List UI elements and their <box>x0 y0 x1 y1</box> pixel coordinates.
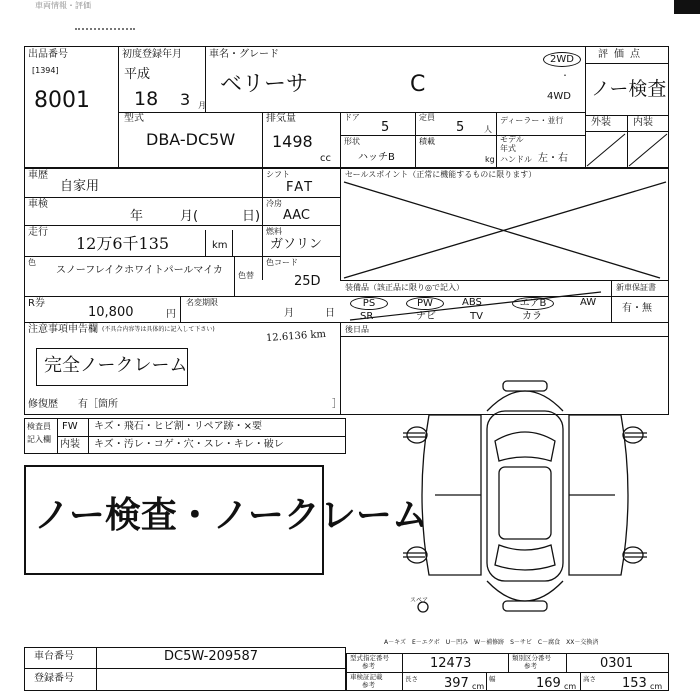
equip-ps: PS <box>350 297 388 310</box>
width-value: 169 <box>536 676 561 691</box>
divider <box>24 322 669 323</box>
defects-label1: 検査員 <box>27 422 51 431</box>
mileage-label: 走行 <box>28 227 48 238</box>
divider <box>88 418 89 454</box>
recycle-unit: 円 <box>166 309 176 320</box>
width-unit: cm <box>564 682 577 691</box>
deadline-day: 日 <box>325 308 335 319</box>
repair-label: 修復歴 <box>28 399 58 410</box>
defects-int-label: 内装 <box>60 439 80 450</box>
type-designation-label: 型式指定番号 <box>350 654 389 662</box>
corner-mark <box>674 0 700 14</box>
lot-label: 出品番号 <box>28 49 68 60</box>
spare-label: スペア <box>410 597 429 604</box>
equip-sr: SR <box>360 311 374 322</box>
car-name-label: 車名・グレード <box>209 49 279 60</box>
type-designation-sub: 参考 <box>362 662 375 670</box>
sales-point-label: セールスポイント（正常に機能するものに限ります） <box>345 170 537 179</box>
aftermarket-label: 後日品 <box>345 325 369 334</box>
equipment-label: 装備品（該正品に限り◎で記入） <box>345 283 464 292</box>
color-value: スノーフレイクホワイトパールマイカ <box>56 265 223 276</box>
divider <box>611 280 612 322</box>
shift-label: シフト <box>266 170 290 179</box>
divider <box>57 418 58 454</box>
divider <box>24 197 340 198</box>
height-unit: cm <box>650 682 663 691</box>
equipment-strike <box>345 290 610 322</box>
equip-airbag: エアB <box>512 297 554 310</box>
color-code-label: 色コード <box>266 258 298 267</box>
divider <box>24 256 340 257</box>
width-label: 幅 <box>489 675 496 683</box>
displacement-value: 1498 <box>272 132 313 151</box>
divider <box>486 672 487 691</box>
first-reg-era: 平成 <box>124 67 151 82</box>
inspection-label: 車検 <box>28 199 48 210</box>
capacity-value: 5 <box>456 120 465 135</box>
model-label: 型式 <box>124 113 144 124</box>
divider <box>234 256 235 296</box>
dims-label: 車検証記載 <box>350 673 383 681</box>
lot-sub: [1394] <box>32 66 59 75</box>
chassis-value: DC5W-209587 <box>164 649 259 664</box>
chassis-label: 車台番号 <box>34 651 74 662</box>
equip-color: カラ <box>522 311 542 322</box>
height-label: 高さ <box>583 675 596 683</box>
divider <box>340 280 669 281</box>
divider <box>24 668 346 669</box>
color-code-value: 25D <box>294 274 321 289</box>
divider <box>340 336 669 337</box>
length-label: 長さ <box>405 675 418 683</box>
shape-value: ハッチB <box>358 152 395 163</box>
shift-value: FAT <box>286 180 315 195</box>
divider <box>232 230 233 256</box>
equip-abs: ABS <box>462 297 482 308</box>
cooling-value: AAC <box>283 208 310 223</box>
divider <box>566 653 567 672</box>
doors-value: 5 <box>381 120 390 135</box>
type-designation-value: 12473 <box>430 656 472 671</box>
notes-label: 注意事項申告欄 <box>28 324 98 335</box>
drive-4wd: 4WD <box>547 91 571 102</box>
displacement-unit: cc <box>320 153 331 164</box>
new-warranty-label: 新車保証書 <box>616 283 656 292</box>
drive-dot: ・ <box>561 71 569 80</box>
exterior-label: 外装 <box>591 117 611 128</box>
divider <box>496 112 497 168</box>
defects-fw-label: FW <box>62 421 78 432</box>
big-note: ノー検査・ノークレーム <box>34 494 428 536</box>
load-label: 積載 <box>419 137 435 146</box>
dims-sub: 参考 <box>362 681 375 689</box>
divider <box>96 647 97 691</box>
registration-label: 登録番号 <box>34 673 74 684</box>
fuel-value: ガソリン <box>270 237 323 252</box>
deadline-month: 月 <box>284 308 294 319</box>
divider <box>118 46 119 168</box>
defects-fw: キズ・飛石・ヒビ割・リペア跡・×要 <box>94 421 262 432</box>
inspection-year: 年 <box>130 209 144 224</box>
dot-strip <box>75 28 135 30</box>
equip-aw: AW <box>580 297 597 308</box>
divider <box>580 672 581 691</box>
repair-end: ］ <box>332 399 342 410</box>
sales-point-cross <box>340 180 669 280</box>
drive-2wd-circle: 2WD <box>543 52 581 67</box>
lot-number: 8001 <box>34 88 90 113</box>
capacity-unit: 人 <box>484 125 492 134</box>
recycle-label: R券 <box>28 298 45 309</box>
class-number-value: 0301 <box>600 656 634 671</box>
notes-handwritten: 12.6136 km <box>265 328 327 345</box>
rating-label: 評価点 <box>598 49 646 60</box>
mileage-unit: km <box>212 240 228 251</box>
repair-value: 有［箇所 <box>78 399 118 410</box>
inspection-month: 月( <box>180 209 199 224</box>
divider <box>508 653 509 672</box>
first-reg-label: 初度登録年月 <box>122 49 182 60</box>
divider <box>24 225 340 226</box>
car-grade: C <box>410 72 426 97</box>
ext-int-slashes <box>585 131 669 168</box>
inspection-day: 日) <box>242 209 261 224</box>
class-number-label: 類別区分番号 <box>512 654 551 662</box>
shape-label: 形状 <box>344 137 360 146</box>
length-unit: cm <box>472 682 485 691</box>
car-name: ベリーサ <box>220 72 309 97</box>
length-value: 397 <box>444 676 469 691</box>
capacity-label: 定員 <box>419 113 435 122</box>
divider <box>340 135 585 136</box>
divider <box>346 672 669 673</box>
divider <box>340 112 341 168</box>
handle-value: 左・右 <box>538 153 568 164</box>
equip-navi: ナビ <box>416 311 436 322</box>
divider <box>180 296 181 322</box>
class-number-sub: 参考 <box>524 662 537 670</box>
legend: A－キズ E－エクボ U－凹み W－補修跡 S－サビ C－腐食 XX－交換済 <box>384 639 599 646</box>
complaint-text: 完全ノークレーム <box>44 355 188 376</box>
doors-label: ドア <box>344 113 360 122</box>
top-header: 車両情報・評価 <box>35 1 91 10</box>
height-value: 153 <box>622 676 647 691</box>
model-year-label: モデル年式 <box>500 135 524 153</box>
repaint-label: 色替 <box>238 271 254 280</box>
deadline-label: 名変期限 <box>186 298 218 307</box>
divider <box>402 653 403 691</box>
divider <box>415 112 416 168</box>
defects-label2: 記入欄 <box>27 435 51 444</box>
dealer-label: ディーラー・並行 <box>500 116 564 125</box>
divider <box>585 63 669 64</box>
divider <box>57 436 346 437</box>
fuel-label: 燃料 <box>266 227 282 236</box>
first-reg-year: 18 <box>134 88 159 110</box>
notes-sub: (不具合内容等は具体的に記入して下さい) <box>102 326 215 333</box>
rating-value: ノー検査 <box>591 78 667 100</box>
usage-value: 自家用 <box>60 179 100 194</box>
color-label: 色 <box>28 258 36 267</box>
usage-label: 車歴 <box>28 170 48 181</box>
recycle-value: 10,800 <box>88 305 134 320</box>
load-unit: kg <box>485 155 495 164</box>
divider <box>262 112 263 168</box>
divider <box>205 230 206 256</box>
model-value: DBA-DC5W <box>146 130 236 149</box>
equip-tv: TV <box>470 311 483 322</box>
equip-pw: PW <box>406 297 444 310</box>
first-reg-month-unit: 月 <box>198 101 206 110</box>
handle-label: ハンドル <box>500 155 532 164</box>
first-reg-month: 3 <box>180 90 191 109</box>
defects-int: キズ・汚レ・コゲ・穴・スレ・キレ・破レ <box>94 439 284 450</box>
mileage-value: 12万6千135 <box>76 234 170 253</box>
car-diagram <box>395 375 655 625</box>
divider <box>262 168 263 280</box>
displacement-label: 排気量 <box>266 113 296 124</box>
interior-label: 内装 <box>633 117 653 128</box>
cooling-label: 冷房 <box>266 199 282 208</box>
new-warranty-value: 有・無 <box>622 303 652 314</box>
